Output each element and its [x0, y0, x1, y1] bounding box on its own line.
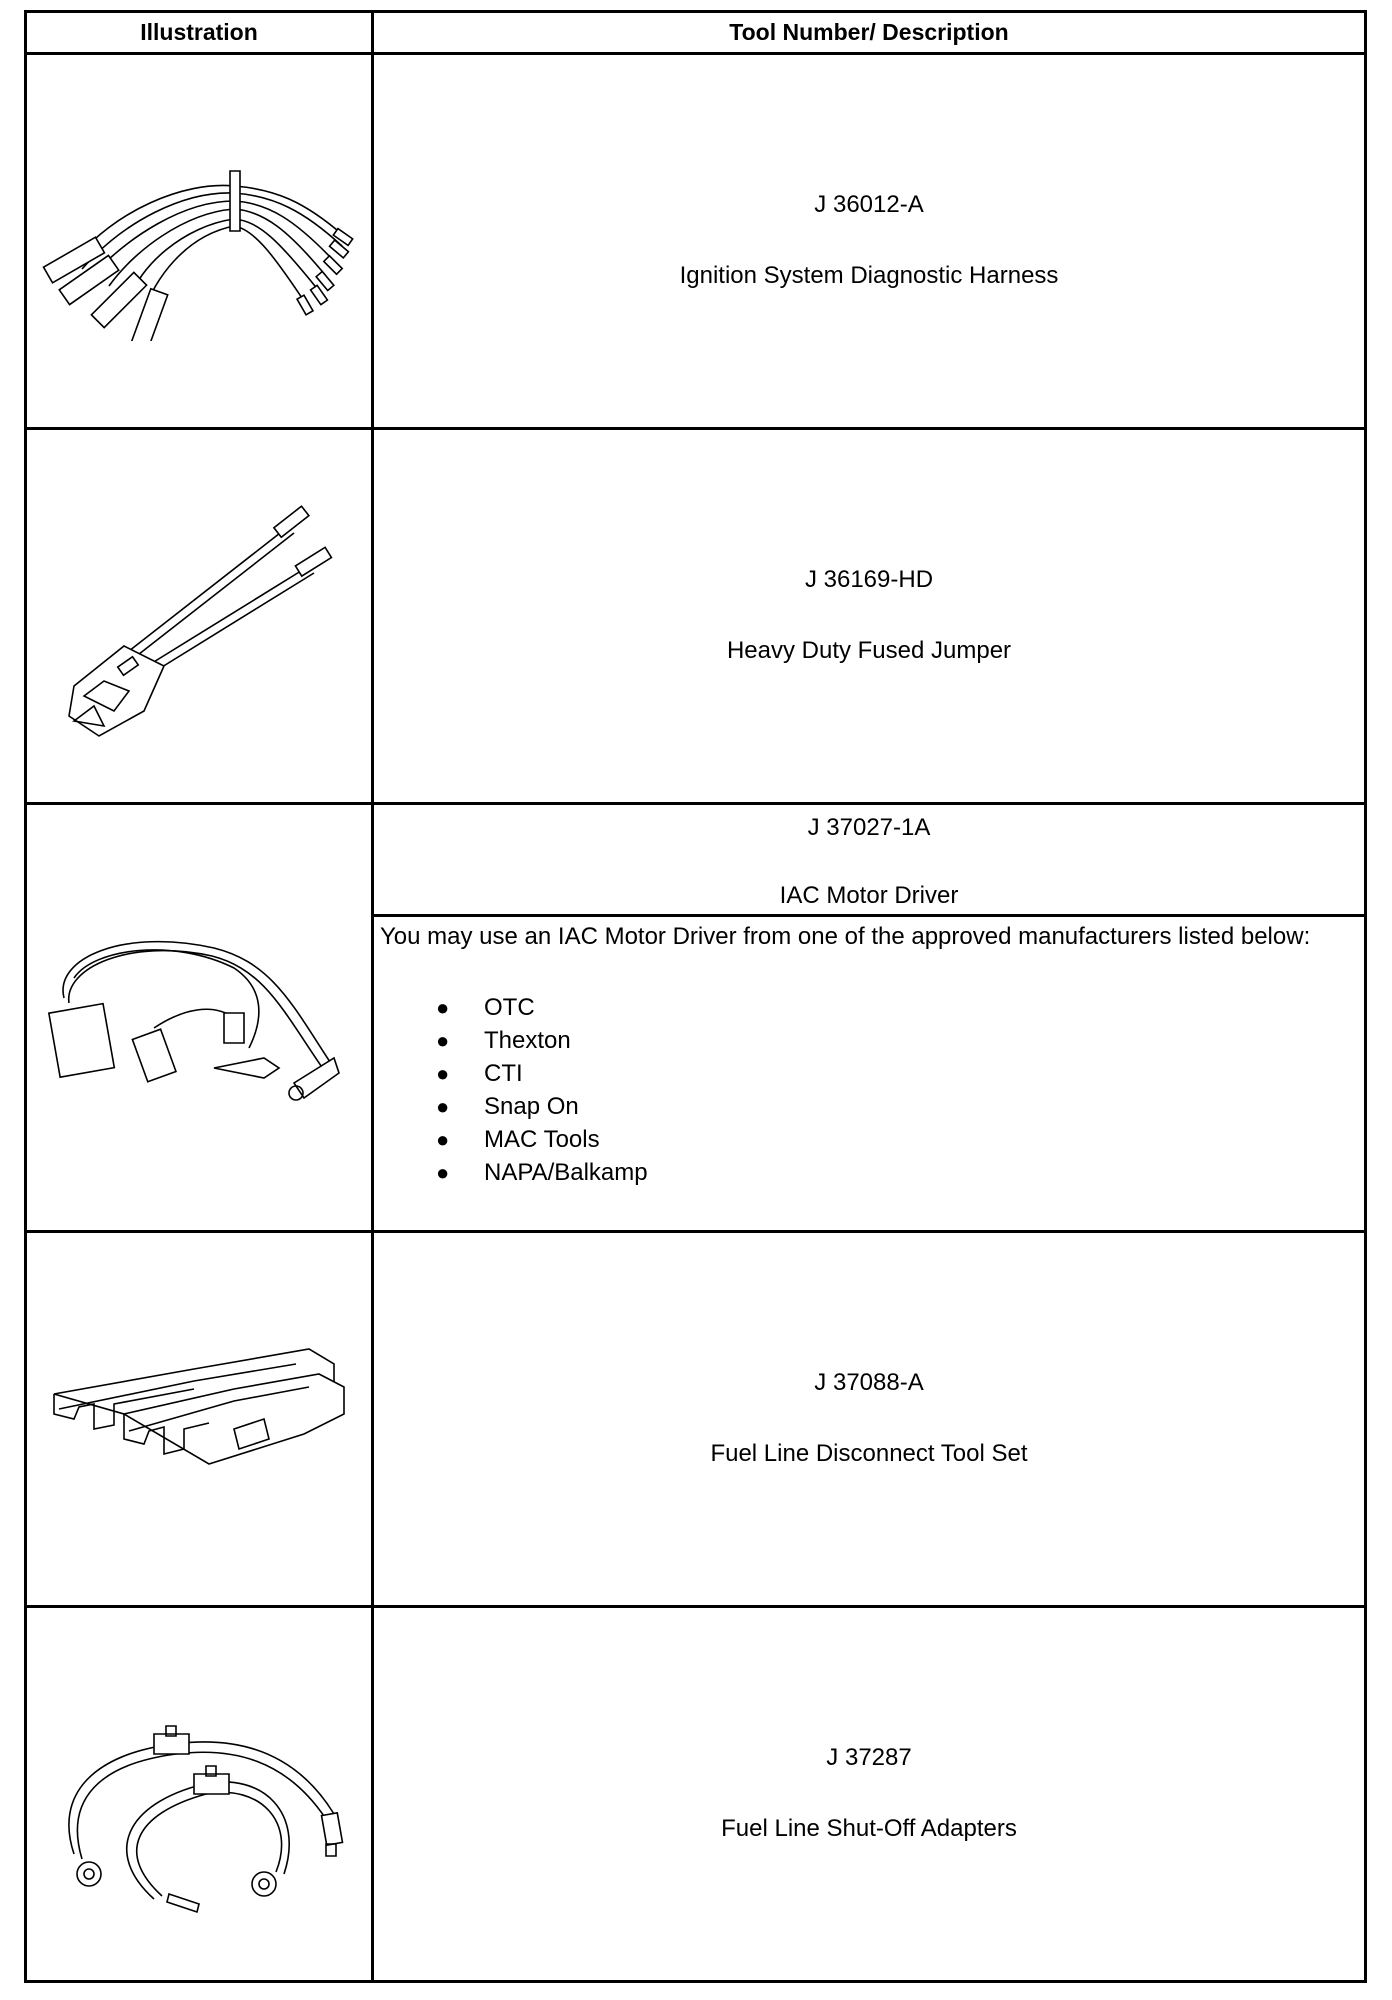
illustration-cell	[26, 804, 373, 1232]
bullet-icon: ●	[436, 1094, 450, 1119]
tool-name: Ignition System Diagnostic Harness	[679, 262, 1059, 289]
table-row	[26, 429, 1366, 804]
tool-name: IAC Motor Driver	[779, 882, 959, 909]
manufacturer-note: You may use an IAC Motor Driver from one of the approved manufacturers listed below:	[380, 923, 1311, 950]
illustration-cell	[26, 429, 373, 804]
illustration-column-header: Illustration	[26, 12, 373, 54]
description-cell	[373, 1607, 1366, 1982]
list-item: ● MAC Tools	[380, 1123, 1360, 1156]
bullet-icon: ●	[436, 1127, 450, 1152]
wiring-harness-icon	[34, 141, 364, 341]
list-item: ● CTI	[380, 1057, 1360, 1090]
table-row	[26, 1607, 1366, 1982]
manufacturer-note-cell	[373, 916, 1366, 1232]
list-item: ● Thexton	[380, 1024, 1360, 1057]
description-cell	[373, 1232, 1366, 1607]
illustration-cell	[26, 54, 373, 429]
bullet-icon: ●	[436, 995, 450, 1020]
bullet-icon: ●	[436, 1160, 450, 1185]
shutoff-adapter-icon	[34, 1674, 364, 1914]
tool-number: J 36012-A	[814, 191, 924, 219]
bullet-icon: ●	[436, 1061, 450, 1086]
illustration-cell	[26, 1232, 373, 1607]
list-item: ● Snap On	[380, 1090, 1360, 1123]
tool-number: J 37088-A	[814, 1369, 924, 1397]
table-row	[26, 804, 1366, 916]
description-cell	[373, 429, 1366, 804]
manufacturer-list	[380, 991, 1360, 1189]
illustration-cell	[26, 1607, 373, 1982]
table-row	[26, 1232, 1366, 1607]
tool-number: J 37287	[826, 1744, 912, 1772]
list-item: ● OTC	[380, 991, 1360, 1024]
fused-jumper-icon	[34, 486, 364, 746]
special-tools-table	[24, 10, 1367, 1983]
description-column-header: Tool Number/ Description	[373, 12, 1366, 54]
disconnect-tool-icon	[34, 1319, 364, 1519]
tool-number: J 37027-1A	[807, 814, 931, 841]
description-cell	[373, 804, 1366, 916]
tool-name: Fuel Line Shut-Off Adapters	[721, 1815, 1017, 1842]
description-cell	[373, 54, 1366, 429]
tool-number: J 36169-HD	[804, 566, 934, 594]
tool-name: Fuel Line Disconnect Tool Set	[710, 1440, 1028, 1467]
iac-motor-driver-icon	[34, 908, 364, 1128]
bullet-icon: ●	[436, 1028, 450, 1053]
tool-name: Heavy Duty Fused Jumper	[726, 637, 1012, 664]
list-item: ● NAPA/Balkamp	[380, 1156, 1360, 1189]
table-row	[26, 54, 1366, 429]
table-header-row	[26, 12, 1366, 54]
